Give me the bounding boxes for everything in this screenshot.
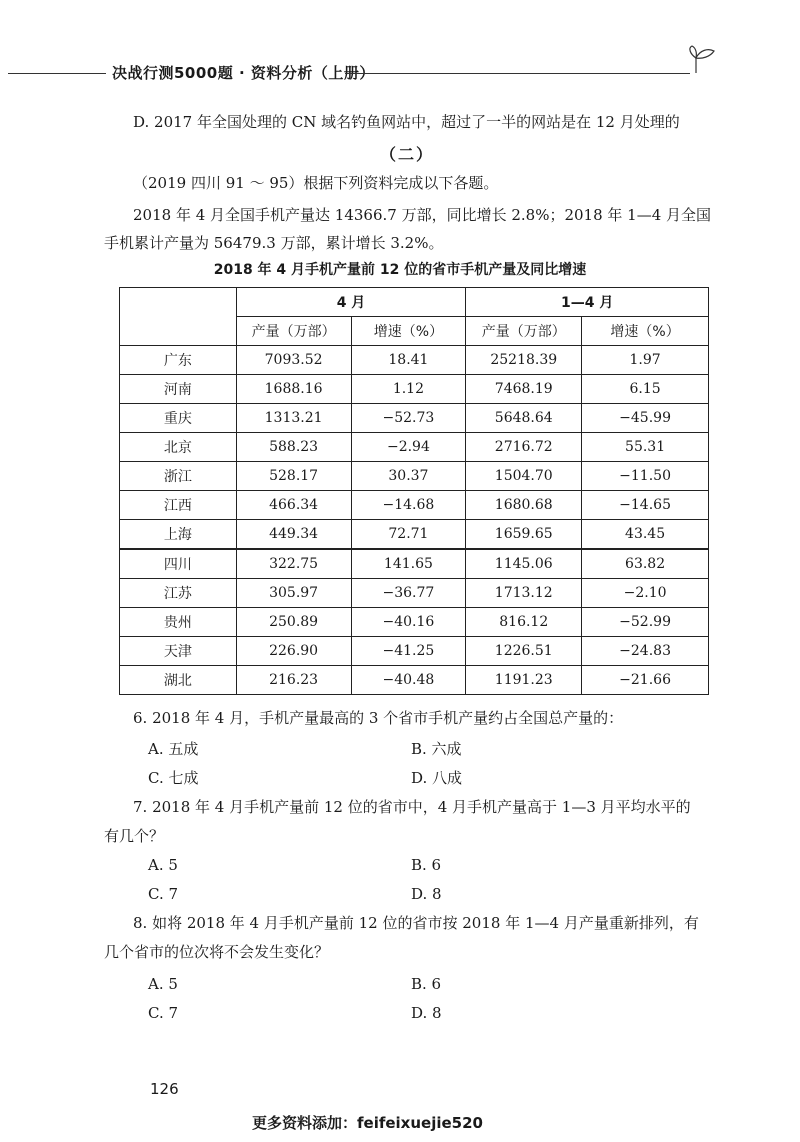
- cell-ytd-growth: 6.15: [582, 375, 709, 404]
- question-7-option-a[interactable]: A. 5: [148, 856, 178, 874]
- cell-ytd-growth: 43.45: [582, 520, 709, 550]
- cell-apr-output: 588.23: [236, 433, 351, 462]
- row-province: 北京: [120, 433, 237, 462]
- footer-note: 更多资料添加：feifeixuejie520: [252, 1114, 483, 1132]
- cell-apr-output: 226.90: [236, 637, 351, 666]
- cell-apr-output: 449.34: [236, 520, 351, 550]
- cell-ytd-output: 1504.70: [466, 462, 582, 491]
- passage-line-2: 手机累计产量为 56479.3 万部，累计增长 3.2%。: [104, 234, 444, 252]
- cell-apr-growth: 30.37: [351, 462, 466, 491]
- row-province: 河南: [120, 375, 237, 404]
- production-table: [119, 287, 709, 695]
- cell-apr-output: 466.34: [236, 491, 351, 520]
- sprout-icon: [686, 38, 720, 78]
- cell-ytd-output: 5648.64: [466, 404, 582, 433]
- cell-ytd-output: 1191.23: [466, 666, 582, 695]
- cell-apr-output: 528.17: [236, 462, 351, 491]
- row-province: 广东: [120, 346, 237, 375]
- cell-ytd-growth: −21.66: [582, 666, 709, 695]
- cell-apr-output: 216.23: [236, 666, 351, 695]
- subheader-ytd-growth: 增速（%）: [582, 317, 709, 346]
- passage-line-1: 2018 年 4 月全国手机产量达 14366.7 万部，同比增长 2.8%；2018 年 1—4 月全国: [133, 206, 712, 224]
- table-row: [120, 462, 709, 491]
- question-8-option-b[interactable]: B. 6: [411, 975, 442, 993]
- question-6-option-c[interactable]: C. 七成: [148, 769, 199, 787]
- row-province: 四川: [120, 549, 237, 579]
- section-heading: （二）: [380, 145, 435, 164]
- question-8-stem-line-1: 8. 如将 2018 年 4 月手机产量前 12 位的省市按 2018 年 1—4 月产量重新排列，有: [133, 914, 699, 932]
- table-row: [120, 346, 709, 375]
- row-province: 重庆: [120, 404, 237, 433]
- cell-apr-output: 1313.21: [236, 404, 351, 433]
- question-source: （2019 四川 91 ～ 95）根据下列资料完成以下各题。: [133, 174, 499, 192]
- cell-apr-growth: 72.71: [351, 520, 466, 550]
- question-6-option-a[interactable]: A. 五成: [148, 740, 199, 758]
- header-rule-right: [345, 73, 690, 74]
- cell-ytd-output: 25218.39: [466, 346, 582, 375]
- table-row: [120, 404, 709, 433]
- cell-ytd-output: 1680.68: [466, 491, 582, 520]
- question-7-stem-line-2: 有几个？: [104, 827, 165, 845]
- table-row: [120, 579, 709, 608]
- cell-apr-growth: −40.16: [351, 608, 466, 637]
- cell-apr-growth: −40.48: [351, 666, 466, 695]
- cell-ytd-growth: 63.82: [582, 549, 709, 579]
- subheader-apr-growth: 增速（%）: [351, 317, 466, 346]
- table-row: [120, 375, 709, 404]
- cell-ytd-output: 1145.06: [466, 549, 582, 579]
- cell-apr-growth: −14.68: [351, 491, 466, 520]
- row-province: 江西: [120, 491, 237, 520]
- cell-apr-output: 305.97: [236, 579, 351, 608]
- cell-ytd-growth: 55.31: [582, 433, 709, 462]
- cell-ytd-output: 1659.65: [466, 520, 582, 550]
- cell-ytd-output: 1226.51: [466, 637, 582, 666]
- question-6-option-b[interactable]: B. 六成: [411, 740, 462, 758]
- subheader-ytd-output: 产量（万部）: [466, 317, 582, 346]
- table-title: 2018 年 4 月手机产量前 12 位的省市手机产量及同比增速: [213, 262, 587, 278]
- cell-ytd-output: 816.12: [466, 608, 582, 637]
- table-header-row: [120, 288, 709, 317]
- subheader-apr-output: 产量（万部）: [236, 317, 351, 346]
- table-row: [120, 608, 709, 637]
- table-row: [120, 637, 709, 666]
- question-8-option-a[interactable]: A. 5: [148, 975, 178, 993]
- group-header-jan-apr: 1—4 月: [466, 288, 709, 317]
- table-row: [120, 433, 709, 462]
- question-6-option-d[interactable]: D. 八成: [411, 769, 463, 787]
- cell-apr-growth: 141.65: [351, 549, 466, 579]
- question-6-stem: 6. 2018 年 4 月，手机产量最高的 3 个省市手机产量约占全国总产量的：: [133, 709, 624, 727]
- cell-ytd-growth: −45.99: [582, 404, 709, 433]
- cell-apr-output: 322.75: [236, 549, 351, 579]
- cell-ytd-growth: −52.99: [582, 608, 709, 637]
- previous-option-d: D. 2017 年全国处理的 CN 域名钓鱼网站中，超过了一半的网站是在 12 月处理的: [133, 113, 680, 131]
- cell-apr-growth: −52.73: [351, 404, 466, 433]
- row-province: 天津: [120, 637, 237, 666]
- cell-ytd-growth: −14.65: [582, 491, 709, 520]
- question-8-option-d[interactable]: D. 8: [411, 1004, 442, 1022]
- question-8-stem-line-2: 几个省市的位次将不会发生变化？: [104, 943, 330, 961]
- cell-ytd-growth: 1.97: [582, 346, 709, 375]
- row-province: 江苏: [120, 579, 237, 608]
- table-row: [120, 520, 709, 550]
- cell-apr-growth: −36.77: [351, 579, 466, 608]
- row-province: 浙江: [120, 462, 237, 491]
- cell-apr-output: 1688.16: [236, 375, 351, 404]
- cell-ytd-growth: −2.10: [582, 579, 709, 608]
- row-province: 湖北: [120, 666, 237, 695]
- cell-apr-output: 7093.52: [236, 346, 351, 375]
- table-row: [120, 491, 709, 520]
- cell-apr-growth: −41.25: [351, 637, 466, 666]
- book-title: 决战行测5000题 · 资料分析（上册）: [112, 64, 375, 82]
- cell-apr-growth: 1.12: [351, 375, 466, 404]
- cell-apr-output: 250.89: [236, 608, 351, 637]
- question-8-option-c[interactable]: C. 7: [148, 1004, 179, 1022]
- cell-ytd-growth: −11.50: [582, 462, 709, 491]
- cell-apr-growth: −2.94: [351, 433, 466, 462]
- table-row: [120, 549, 709, 579]
- cell-ytd-output: 2716.72: [466, 433, 582, 462]
- question-7-option-c[interactable]: C. 7: [148, 885, 179, 903]
- cell-apr-growth: 18.41: [351, 346, 466, 375]
- cell-ytd-output: 7468.19: [466, 375, 582, 404]
- question-7-stem-line-1: 7. 2018 年 4 月手机产量前 12 位的省市中，4 月手机产量高于 1—3 月平均水平的: [133, 798, 691, 816]
- group-header-april: 4 月: [236, 288, 466, 317]
- question-7-option-d[interactable]: D. 8: [411, 885, 442, 903]
- question-7-option-b[interactable]: B. 6: [411, 856, 442, 874]
- cell-ytd-output: 1713.12: [466, 579, 582, 608]
- page-number: 126: [150, 1080, 179, 1098]
- header-rule-left: [8, 73, 106, 74]
- cell-ytd-growth: −24.83: [582, 637, 709, 666]
- table-row: [120, 666, 709, 695]
- corner-cell: [120, 288, 237, 346]
- row-province: 贵州: [120, 608, 237, 637]
- row-province: 上海: [120, 520, 237, 550]
